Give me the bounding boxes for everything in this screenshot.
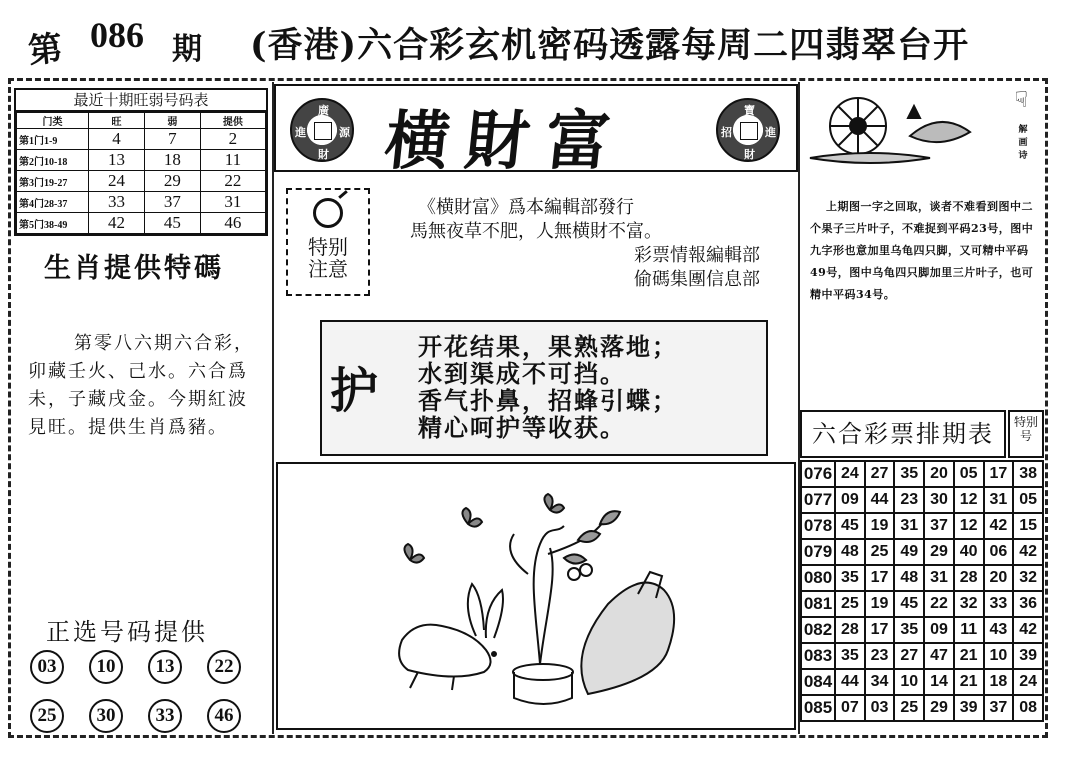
stats-value: 24 <box>89 171 145 192</box>
period-cell: 079 <box>801 539 835 565</box>
stats-range: 第4门28-37 <box>17 192 89 213</box>
number-cell: 33 <box>984 591 1014 617</box>
stats-value: 2 <box>200 129 265 150</box>
special-number-cell: 05 <box>1013 487 1043 513</box>
number-ball: 46 <box>207 699 241 733</box>
number-cell: 23 <box>894 487 924 513</box>
riddle-image <box>800 84 1044 180</box>
coin-icon: 寶 招 進 財 <box>716 98 780 162</box>
stats-range: 第5门38-49 <box>17 213 89 234</box>
number-cell: 12 <box>954 487 984 513</box>
issue-suffix: 期 <box>172 32 202 67</box>
number-ball: 10 <box>89 650 123 684</box>
number-cell: 17 <box>984 461 1014 487</box>
number-cell: 40 <box>954 539 984 565</box>
number-cell: 10 <box>894 669 924 695</box>
number-cell: 35 <box>835 643 865 669</box>
number-cell: 27 <box>865 461 895 487</box>
number-cell: 05 <box>954 461 984 487</box>
intro-line: 彩票情報編輯部 <box>634 245 760 266</box>
period-cell: 082 <box>801 617 835 643</box>
number-cell: 31 <box>894 513 924 539</box>
stats-col-header: 提供 <box>200 113 265 129</box>
table-row <box>17 129 266 150</box>
period-cell: 077 <box>801 487 835 513</box>
table-row <box>801 461 1043 487</box>
number-cell: 31 <box>924 565 954 591</box>
period-cell: 084 <box>801 669 835 695</box>
poem-line: 精心呵护等收获。 <box>418 414 626 442</box>
poem-line: 开花结果，果熟落地； <box>418 333 678 361</box>
riddle-label: 解画诗 <box>1018 125 1028 161</box>
number-cell: 31 <box>984 487 1014 513</box>
table-row <box>801 513 1043 539</box>
number-cell: 39 <box>954 695 984 721</box>
number-ball: 33 <box>148 699 182 733</box>
special-number-cell: 24 <box>1013 669 1043 695</box>
number-cell: 37 <box>984 695 1014 721</box>
notice-line: 注意 <box>308 257 348 281</box>
stats-value: 18 <box>144 150 200 171</box>
stats-value: 31 <box>200 192 265 213</box>
number-ball: 03 <box>30 650 64 684</box>
number-cell: 28 <box>835 617 865 643</box>
protect-char: 护 <box>330 363 379 419</box>
number-cell: 20 <box>924 461 954 487</box>
period-cell: 083 <box>801 643 835 669</box>
number-cell: 27 <box>894 643 924 669</box>
stats-title: 最近十期旺弱号码表 <box>16 90 266 112</box>
number-cell: 37 <box>924 513 954 539</box>
logo-text: 横財富 <box>381 104 630 179</box>
issue-number: 086 <box>90 15 144 55</box>
logo-banner <box>274 84 798 179</box>
picks-balls <box>30 650 260 733</box>
number-cell: 17 <box>865 617 895 643</box>
table-row <box>801 695 1043 721</box>
bomb-icon <box>313 198 343 228</box>
pointing-hand-icon: ☟ <box>1014 88 1028 113</box>
number-ball: 30 <box>89 699 123 733</box>
riddle-answer: 上期图一字之回取，谈者不难看到图中二个果子三片叶子，不难捉到平码23号，图中九字形也意加里乌龟四只脚，又可精中平码49号，图中乌龟四只脚加里三片叶子，也可精中平码34号。 <box>810 200 1034 301</box>
stats-col-header: 门类 <box>17 113 89 129</box>
number-ball: 13 <box>148 650 182 684</box>
number-cell: 29 <box>924 539 954 565</box>
number-cell: 44 <box>835 669 865 695</box>
special-number-cell: 42 <box>1013 539 1043 565</box>
number-cell: 30 <box>924 487 954 513</box>
poem-line: 香气扑鼻，招蜂引蝶； <box>418 387 678 415</box>
number-cell: 09 <box>835 487 865 513</box>
special-number-cell: 08 <box>1013 695 1043 721</box>
number-cell: 25 <box>865 539 895 565</box>
number-ball: 22 <box>207 650 241 684</box>
period-cell: 076 <box>801 461 835 487</box>
stats-table <box>14 88 268 236</box>
stats-value: 11 <box>200 150 265 171</box>
stats-value: 42 <box>89 213 145 234</box>
number-ball: 25 <box>30 699 64 733</box>
poem-line: 水到渠成不可挡。 <box>418 360 626 388</box>
number-cell: 29 <box>924 695 954 721</box>
divider-left <box>272 82 274 734</box>
special-number-label: 特别号 <box>1008 410 1044 458</box>
stats-value: 4 <box>89 129 145 150</box>
number-cell: 12 <box>954 513 984 539</box>
number-cell: 07 <box>835 695 865 721</box>
number-cell: 23 <box>865 643 895 669</box>
zodiac-title: 生肖提供特碼 <box>44 253 224 284</box>
stats-range: 第3门19-27 <box>17 171 89 192</box>
number-cell: 34 <box>865 669 895 695</box>
intro-line: 《横財富》爲本編輯部發行 <box>418 197 634 218</box>
number-cell: 25 <box>835 591 865 617</box>
period-cell: 081 <box>801 591 835 617</box>
picks-title: 正选号码提供 <box>46 618 208 646</box>
intro-line: 馬無夜草不肥，人無横財不富。 <box>410 221 662 242</box>
stats-value: 22 <box>200 171 265 192</box>
schedule-title: 六合彩票排期表 <box>800 410 1006 458</box>
page-header <box>0 0 1080 70</box>
number-cell: 19 <box>865 591 895 617</box>
stats-col-header: 弱 <box>144 113 200 129</box>
special-number-cell: 36 <box>1013 591 1043 617</box>
number-cell: 09 <box>924 617 954 643</box>
stats-col-header: 旺 <box>89 113 145 129</box>
number-cell: 06 <box>984 539 1014 565</box>
number-cell: 49 <box>894 539 924 565</box>
number-cell: 42 <box>984 513 1014 539</box>
table-row <box>801 591 1043 617</box>
number-cell: 21 <box>954 669 984 695</box>
period-cell: 085 <box>801 695 835 721</box>
number-cell: 03 <box>865 695 895 721</box>
table-row <box>801 669 1043 695</box>
number-cell: 48 <box>894 565 924 591</box>
wheel-turtle-illustration <box>800 84 1000 174</box>
stats-value: 29 <box>144 171 200 192</box>
coin-icon: 廣 進 源 財 <box>290 98 354 162</box>
table-row <box>801 487 1043 513</box>
number-cell: 47 <box>924 643 954 669</box>
table-row <box>801 643 1043 669</box>
special-number-cell: 42 <box>1013 617 1043 643</box>
special-number-cell: 15 <box>1013 513 1043 539</box>
number-cell: 28 <box>954 565 984 591</box>
intro-line: 偷碼集團信息部 <box>634 269 760 290</box>
table-row <box>801 539 1043 565</box>
zodiac-text: 第零八六期六合彩，卯藏壬火、己水。六合爲未，子藏戌金。今期紅波見旺。提供生肖爲豬。 <box>28 333 254 438</box>
number-cell: 35 <box>894 461 924 487</box>
table-row <box>801 565 1043 591</box>
number-cell: 48 <box>835 539 865 565</box>
stats-value: 33 <box>89 192 145 213</box>
stats-value: 7 <box>144 129 200 150</box>
schedule-table <box>800 460 1044 722</box>
table-row <box>801 617 1043 643</box>
stats-value: 46 <box>200 213 265 234</box>
number-cell: 45 <box>894 591 924 617</box>
special-number-cell: 39 <box>1013 643 1043 669</box>
number-cell: 22 <box>924 591 954 617</box>
number-cell: 17 <box>865 565 895 591</box>
protect-poem <box>320 320 768 456</box>
intro-text <box>410 196 790 292</box>
number-cell: 25 <box>894 695 924 721</box>
period-cell: 078 <box>801 513 835 539</box>
period-cell: 080 <box>801 565 835 591</box>
stats-value: 13 <box>89 150 145 171</box>
table-row <box>17 192 266 213</box>
number-cell: 21 <box>954 643 984 669</box>
special-number-cell: 38 <box>1013 461 1043 487</box>
number-cell: 10 <box>984 643 1014 669</box>
number-cell: 19 <box>865 513 895 539</box>
number-cell: 44 <box>865 487 895 513</box>
number-cell: 35 <box>835 565 865 591</box>
number-cell: 35 <box>894 617 924 643</box>
rabbit-tree-illustration <box>278 464 794 728</box>
stats-value: 37 <box>144 192 200 213</box>
special-number-cell: 32 <box>1013 565 1043 591</box>
page-title: (香港)六合彩玄机密码透露每周二四翡翠台开 <box>250 25 970 66</box>
number-cell: 24 <box>835 461 865 487</box>
number-cell: 45 <box>835 513 865 539</box>
issue-prefix: 第 <box>26 28 65 72</box>
stats-range: 第1门1-9 <box>17 129 89 150</box>
number-cell: 18 <box>984 669 1014 695</box>
number-cell: 43 <box>984 617 1014 643</box>
stats-value: 45 <box>144 213 200 234</box>
number-cell: 32 <box>954 591 984 617</box>
riddle-illustration <box>276 462 796 730</box>
stats-range: 第2门10-18 <box>17 150 89 171</box>
number-cell: 20 <box>984 565 1014 591</box>
notice-box <box>286 188 370 296</box>
number-cell: 14 <box>924 669 954 695</box>
table-row <box>17 171 266 192</box>
notice-line: 特别 <box>308 235 348 259</box>
table-row <box>17 213 266 234</box>
table-row <box>17 150 266 171</box>
number-cell: 11 <box>954 617 984 643</box>
